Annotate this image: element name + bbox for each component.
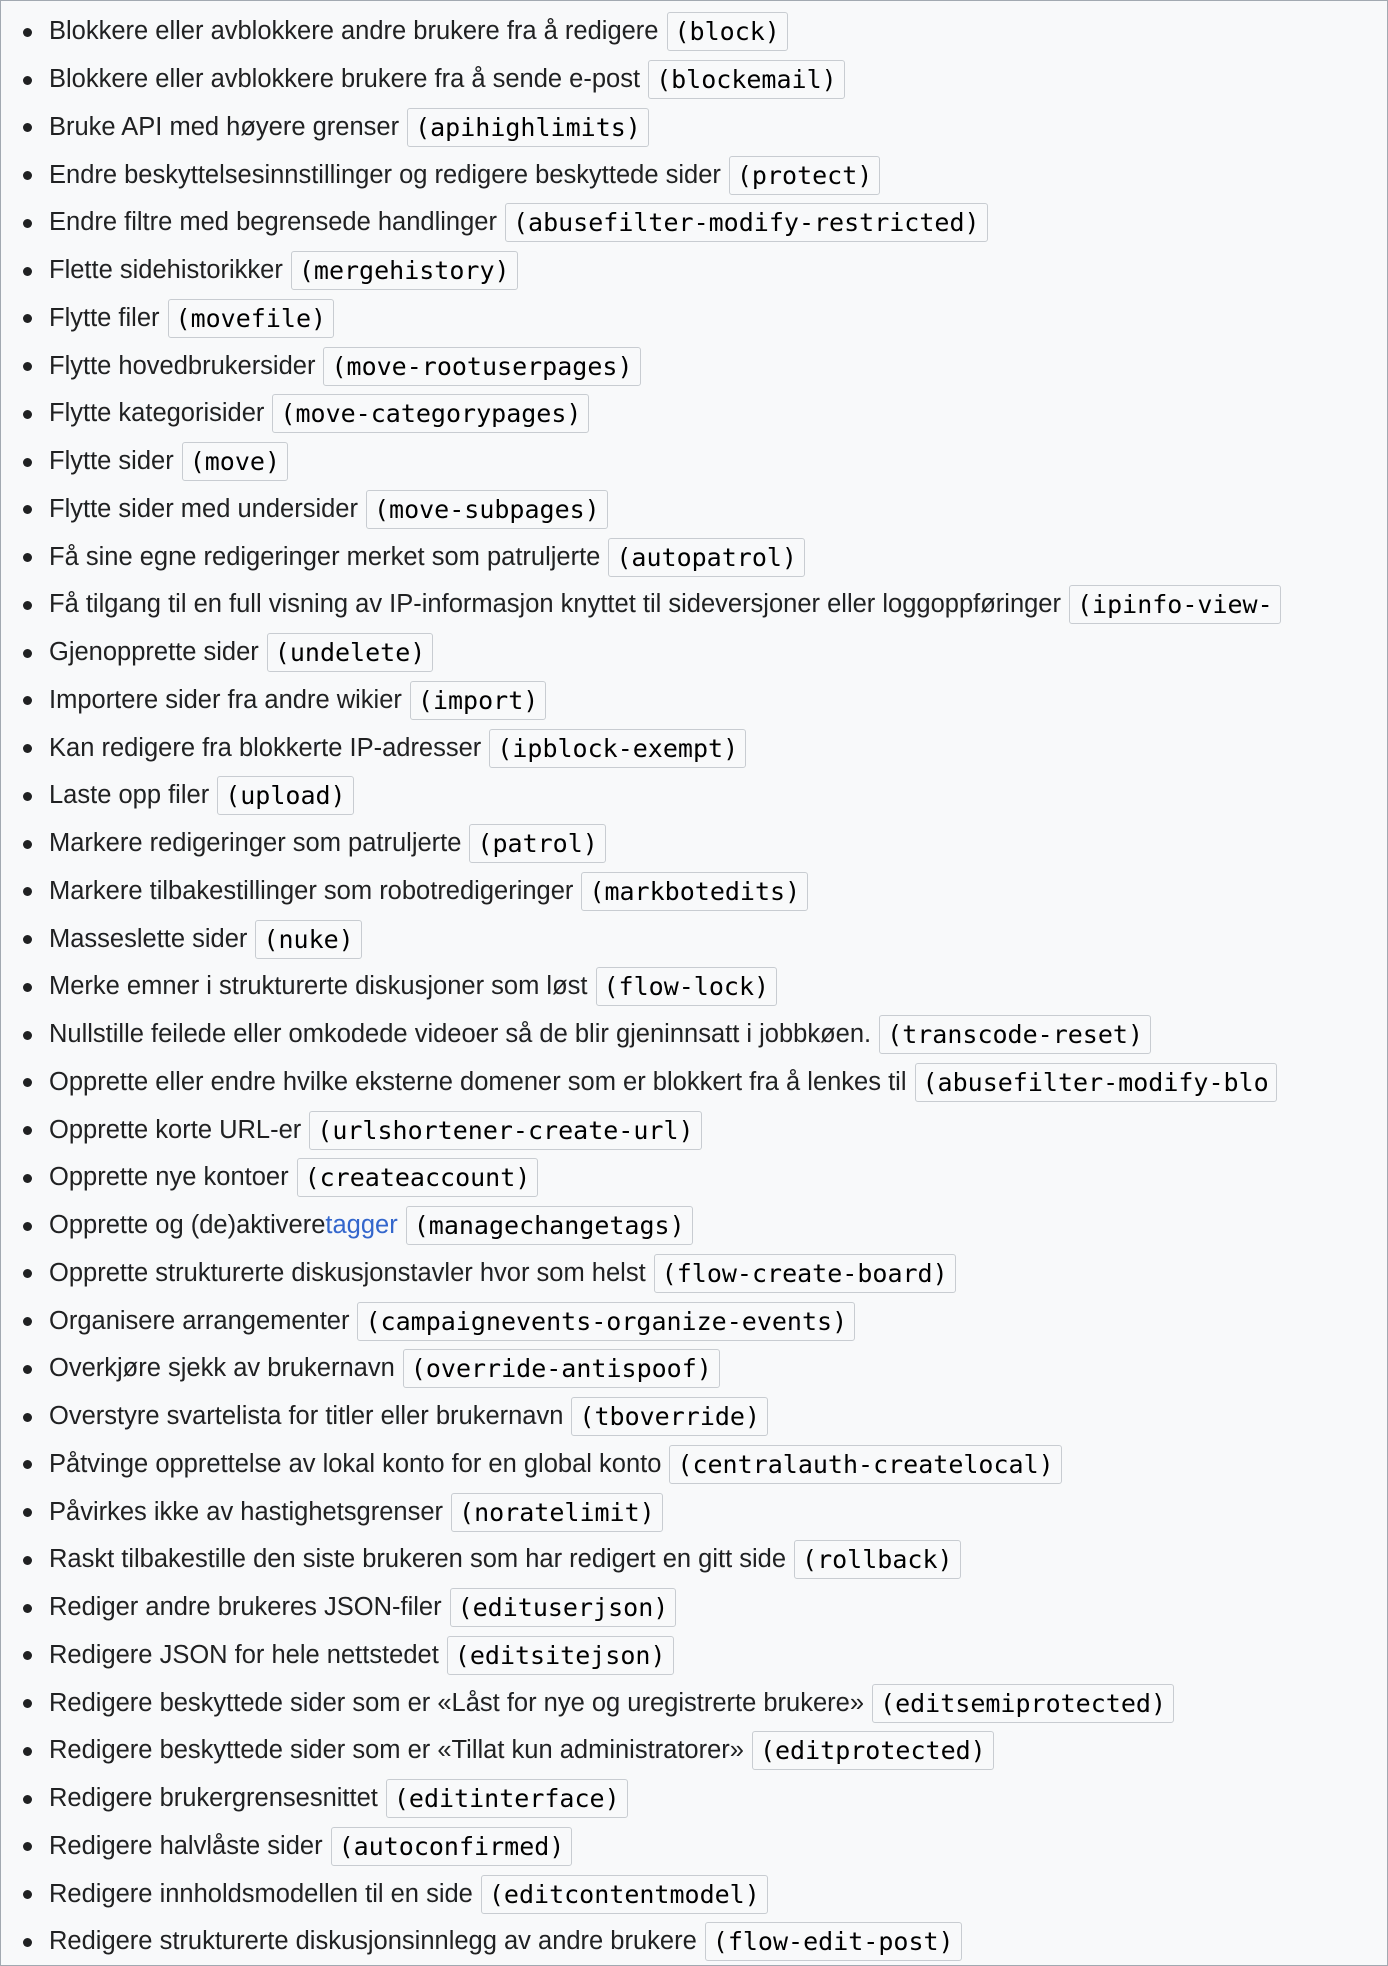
right-list-item — [1, 56, 1388, 104]
right-label: Flytte sider med undersider — [49, 494, 358, 523]
right-code: (nuke) — [255, 920, 361, 959]
right-label: Overkjøre sjekk av brukernavn — [49, 1354, 395, 1383]
right-code: (blockemail) — [648, 60, 845, 99]
right-label: Redigere halvlåste sider — [49, 1831, 323, 1860]
right-code: (tboverride) — [571, 1397, 768, 1436]
right-list-item — [1, 438, 1388, 486]
right-list-item — [1, 1059, 1388, 1107]
right-code: (flow-create-board) — [654, 1254, 956, 1293]
right-label: Overstyre svartelista for titler eller brukernavn — [49, 1402, 564, 1431]
right-code: (urlshortener-create-url) — [309, 1111, 701, 1150]
right-code: (move-categorypages) — [272, 394, 589, 433]
right-code: (ipblock-exempt) — [489, 729, 746, 768]
right-list-item — [1, 1679, 1388, 1727]
right-list-item — [1, 1297, 1388, 1345]
right-label: Rediger andre brukeres JSON-filer — [49, 1593, 442, 1622]
right-code: (editsitejson) — [447, 1636, 674, 1675]
right-code: (override-antispoof) — [403, 1349, 720, 1388]
right-label: Endre beskyttelsesinnstillinger og redigere beskyttede sider — [49, 160, 721, 189]
right-list-item — [1, 1727, 1388, 1775]
right-list-item — [1, 677, 1388, 725]
right-list-item — [1, 1250, 1388, 1298]
right-list-item — [1, 1345, 1388, 1393]
right-label: Få sine egne redigeringer merket som patruljerte — [49, 542, 601, 571]
right-code: (transcode-reset) — [879, 1015, 1151, 1054]
right-list-item — [1, 581, 1388, 629]
right-label: Blokkere eller avblokkere andre brukere fra å redigere — [49, 17, 659, 46]
right-label: Markere redigeringer som patruljerte — [49, 829, 462, 858]
right-code: (movefile) — [168, 299, 335, 338]
right-label: Redigere strukturerte diskusjonsinnlegg av andre brukere — [49, 1927, 697, 1956]
user-rights-list — [1, 8, 1388, 1966]
right-label: Opprette strukturerte diskusjonstavler hvor som helst — [49, 1258, 646, 1287]
right-list-item — [1, 199, 1388, 247]
right-code: (editprotected) — [752, 1731, 994, 1770]
right-code: (editinterface) — [386, 1779, 628, 1818]
right-label: Få tilgang til en full visning av IP-informasjon knyttet til sideversjoner eller loggoppføringer — [49, 590, 1061, 619]
right-code: (ipinfo-view- — [1069, 585, 1281, 624]
right-list-item — [1, 1202, 1388, 1250]
right-list-item — [1, 1154, 1388, 1202]
right-list-item — [1, 295, 1388, 343]
right-code: (markbotedits) — [581, 872, 808, 911]
right-label: Påtvinge opprettelse av lokal konto for en global konto — [49, 1449, 662, 1478]
right-label: Masseslette sider — [49, 924, 248, 953]
right-code: (editsemiprotected) — [872, 1684, 1174, 1723]
right-code: (apihighlimits) — [407, 108, 649, 147]
right-code: (move-subpages) — [366, 490, 608, 529]
right-label: Laste opp filer — [49, 781, 210, 810]
right-label: Opprette eller endre hvilke eksterne domener som er blokkert fra å lenkes til — [49, 1067, 907, 1096]
right-code: (abusefilter-modify-blo — [915, 1063, 1277, 1102]
right-label: Redigere beskyttede sider som er «Låst for nye og uregistrerte brukere» — [49, 1688, 865, 1717]
right-code: (centralauth-createlocal) — [669, 1445, 1061, 1484]
right-code: (mergehistory) — [291, 251, 518, 290]
right-code: (block) — [667, 12, 788, 51]
right-list-item — [1, 533, 1388, 581]
right-code: (managechangetags) — [406, 1206, 693, 1245]
right-list-item — [1, 342, 1388, 390]
right-label: Raskt tilbakestille den siste brukeren som har redigert en gitt side — [49, 1545, 787, 1574]
right-code: (flow-lock) — [596, 967, 778, 1006]
right-label: Flette sidehistorikker — [49, 256, 283, 285]
right-label: Importere sider fra andre wikier — [49, 685, 402, 714]
right-list-item — [1, 486, 1388, 534]
right-label: Opprette nye kontoer — [49, 1163, 289, 1192]
right-code: (autopatrol) — [608, 538, 805, 577]
right-list-item — [1, 1488, 1388, 1536]
right-code: (abusefilter-modify-restricted) — [505, 203, 988, 242]
right-list-item — [1, 104, 1388, 152]
right-label: Kan redigere fra blokkerte IP-adresser — [49, 733, 482, 762]
right-code: (upload) — [217, 776, 353, 815]
right-code: (campaignevents-organize-events) — [357, 1302, 855, 1341]
right-code: (undelete) — [267, 633, 434, 672]
right-list-item — [1, 1441, 1388, 1489]
right-label: Flytte kategorisider — [49, 399, 265, 428]
right-code: (edituserjson) — [450, 1588, 677, 1627]
right-list-item — [1, 629, 1388, 677]
right-label: Gjenopprette sider — [49, 638, 259, 667]
right-label: Nullstille feilede eller omkodede videoer så de blir gjeninnsatt i jobbkøen. — [49, 1020, 872, 1049]
right-code: (import) — [410, 681, 546, 720]
right-list-item — [1, 963, 1388, 1011]
right-label: Endre filtre med begrensede handlinger — [49, 208, 497, 237]
right-label: Opprette og (de)aktivere — [49, 1211, 326, 1240]
right-code: (move-rootuserpages) — [323, 347, 640, 386]
right-label: Flytte hovedbrukersider — [49, 351, 316, 380]
right-list-item — [1, 1584, 1388, 1632]
right-list-item — [1, 1632, 1388, 1680]
right-list-item — [1, 724, 1388, 772]
right-label: Flytte filer — [49, 303, 160, 332]
right-code: (move) — [182, 442, 288, 481]
right-code: (editcontentmodel) — [481, 1875, 768, 1914]
right-list-item — [1, 1823, 1388, 1871]
right-label: Påvirkes ikke av hastighetsgrenser — [49, 1497, 444, 1526]
right-list-item — [1, 1393, 1388, 1441]
right-list-item — [1, 868, 1388, 916]
right-list-item — [1, 1870, 1388, 1918]
right-list-item — [1, 1106, 1388, 1154]
right-code: (noratelimit) — [451, 1493, 663, 1532]
right-code: (autoconfirmed) — [331, 1827, 573, 1866]
right-list-item — [1, 1918, 1388, 1966]
right-label: Redigere innholdsmodellen til en side — [49, 1879, 473, 1908]
right-code: (patrol) — [469, 824, 605, 863]
right-list-item — [1, 1775, 1388, 1823]
right-list-item — [1, 1536, 1388, 1584]
right-label: Redigere JSON for hele nettstedet — [49, 1640, 439, 1669]
right-label: Merke emner i strukturerte diskusjoner som løst — [49, 972, 588, 1001]
right-code: (createaccount) — [297, 1158, 539, 1197]
right-label: Opprette korte URL-er — [49, 1115, 302, 1144]
right-label: Organisere arrangementer — [49, 1306, 350, 1335]
right-list-item — [1, 915, 1388, 963]
right-list-item — [1, 390, 1388, 438]
right-label: Blokkere eller avblokkere brukere fra å sende e-post — [49, 65, 641, 94]
right-code: (rollback) — [794, 1540, 961, 1579]
right-list-item — [1, 8, 1388, 56]
right-label: Markere tilbakestillinger som robotredigeringer — [49, 876, 574, 905]
right-list-item — [1, 151, 1388, 199]
right-list-item — [1, 820, 1388, 868]
right-label: Bruke API med høyere grenser — [49, 112, 400, 141]
tags-link[interactable]: tagger — [325, 1211, 398, 1240]
right-code: (protect) — [729, 156, 880, 195]
right-label: Redigere brukergrensesnittet — [49, 1784, 378, 1813]
right-list-item — [1, 1011, 1388, 1059]
right-code: (flow-edit-post) — [705, 1922, 962, 1961]
right-label: Flytte sider — [49, 447, 174, 476]
right-list-item — [1, 772, 1388, 820]
right-list-item — [1, 247, 1388, 295]
right-label: Redigere beskyttede sider som er «Tillat kun administratorer» — [49, 1736, 744, 1765]
